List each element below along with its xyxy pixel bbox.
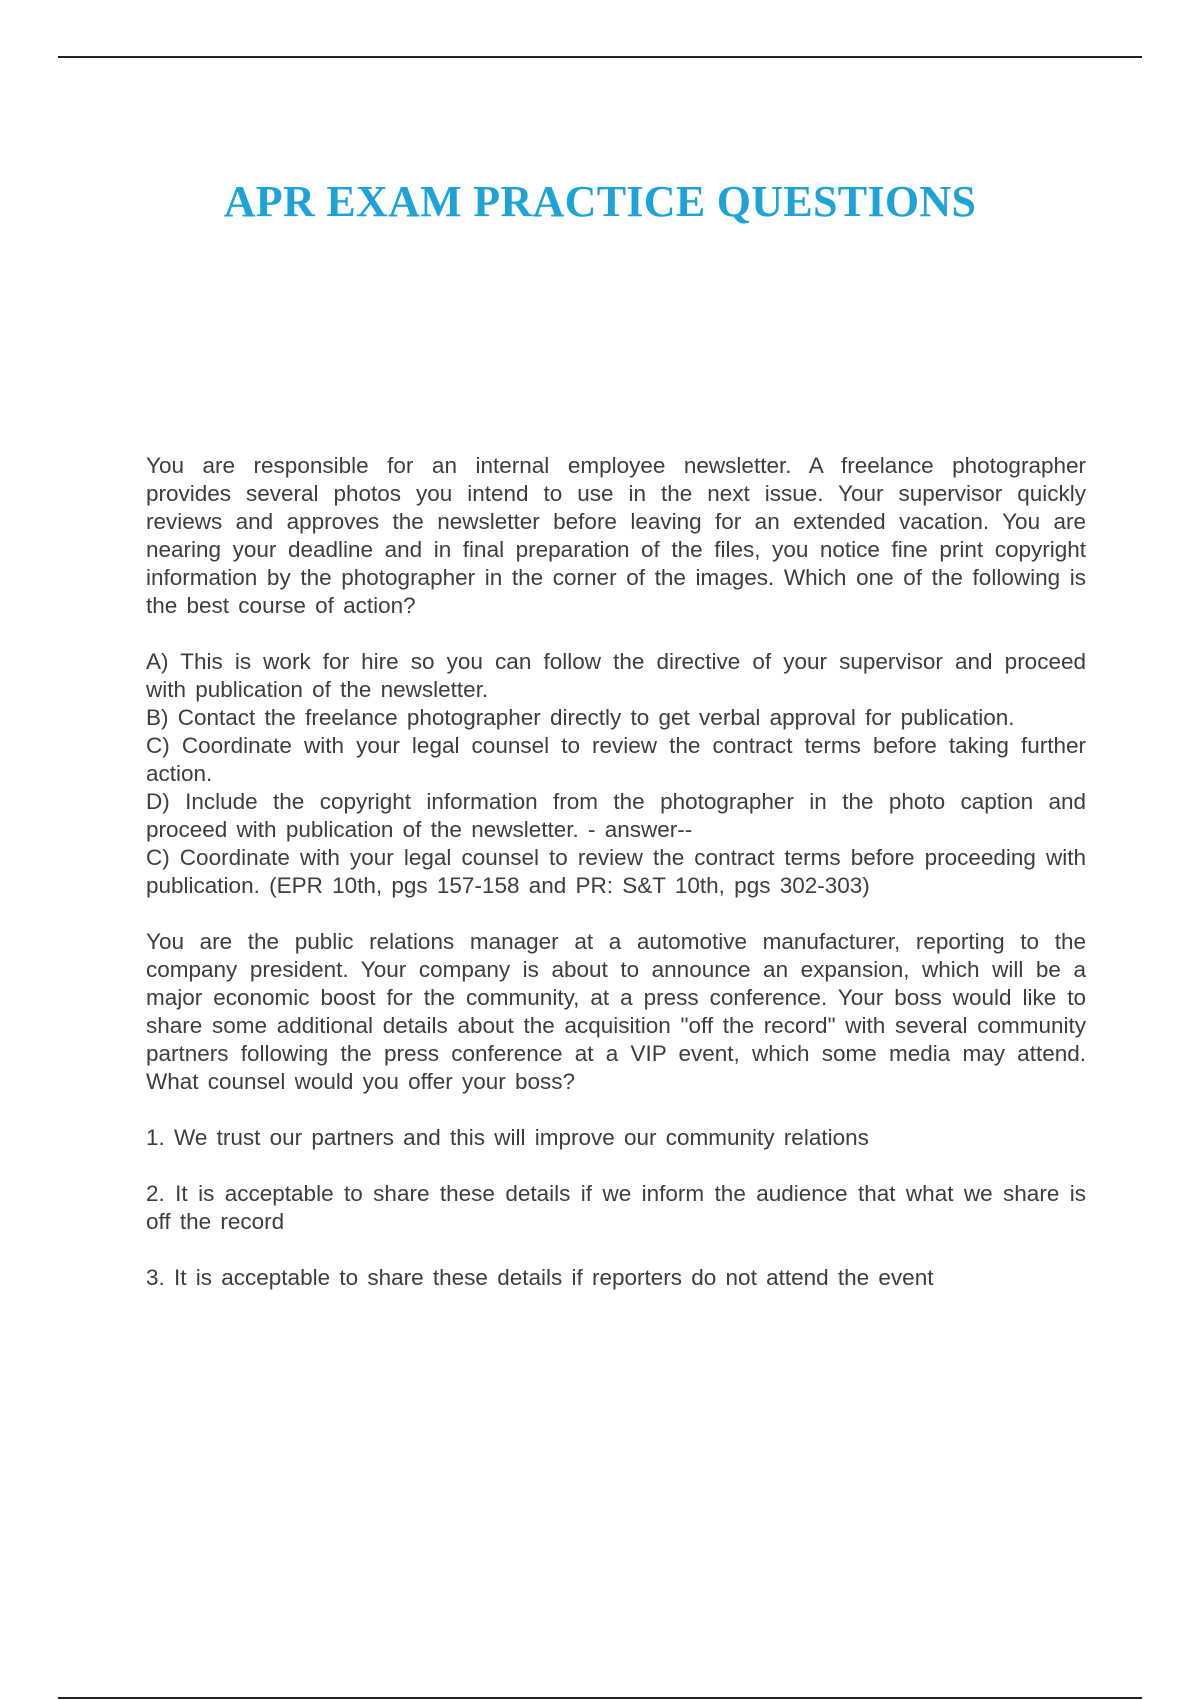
document-body: [146, 452, 1086, 1292]
question-1-stem: You are responsible for an internal employee newsletter. A freelance photographer provides several photos you intend to use in the next issue. Your supervisor quickly reviews and approves the newsletter before leaving for an extended vacation. You are nearing your deadline and in final preparation of the files, you notice fine print copyright information by the photographer in the corner of the images. Which one of the following is the best course of action?: [146, 453, 1086, 618]
question-2-option-1: 1. We trust our partners and this will improve our community relations: [146, 1125, 869, 1150]
question-1-option-d: D) Include the copyright information from the photographer in the photo caption and proceed with publication of the newsletter. - answer--: [146, 789, 1086, 842]
question-1-option-c: C) Coordinate with your legal counsel to review the contract terms before taking further action.: [146, 733, 1086, 786]
top-rule: [58, 56, 1142, 58]
question-2-stem: You are the public relations manager at a automotive manufacturer, reporting to the company president. Your company is about to announce an expansion, which will be a major economic boost for the community, at a press conference. Your boss would like to share some additional details about the acquisition "off the record" with several community partners following the press conference at a VIP event, which some media may attend. What counsel would you offer your boss?: [146, 929, 1086, 1094]
question-2-option-2: 2. It is acceptable to share these details if we inform the audience that what we share is off the record: [146, 1181, 1086, 1234]
document-title: APR EXAM PRACTICE QUESTIONS: [223, 177, 977, 226]
bottom-rule: [58, 1697, 1142, 1699]
question-1-option-b: B) Contact the freelance photographer directly to get verbal approval for publication.: [146, 705, 1015, 730]
question-1-answer: C) Coordinate with your legal counsel to review the contract terms before proceeding with publication. (EPR 10th, pgs 157-158 and PR: S&T 10th, pgs 302-303): [146, 845, 1086, 898]
question-2-option-3: 3. It is acceptable to share these details if reporters do not attend the event: [146, 1265, 934, 1290]
question-1-option-a: A) This is work for hire so you can follow the directive of your supervisor and proceed with publication of the newsletter.: [146, 649, 1086, 702]
